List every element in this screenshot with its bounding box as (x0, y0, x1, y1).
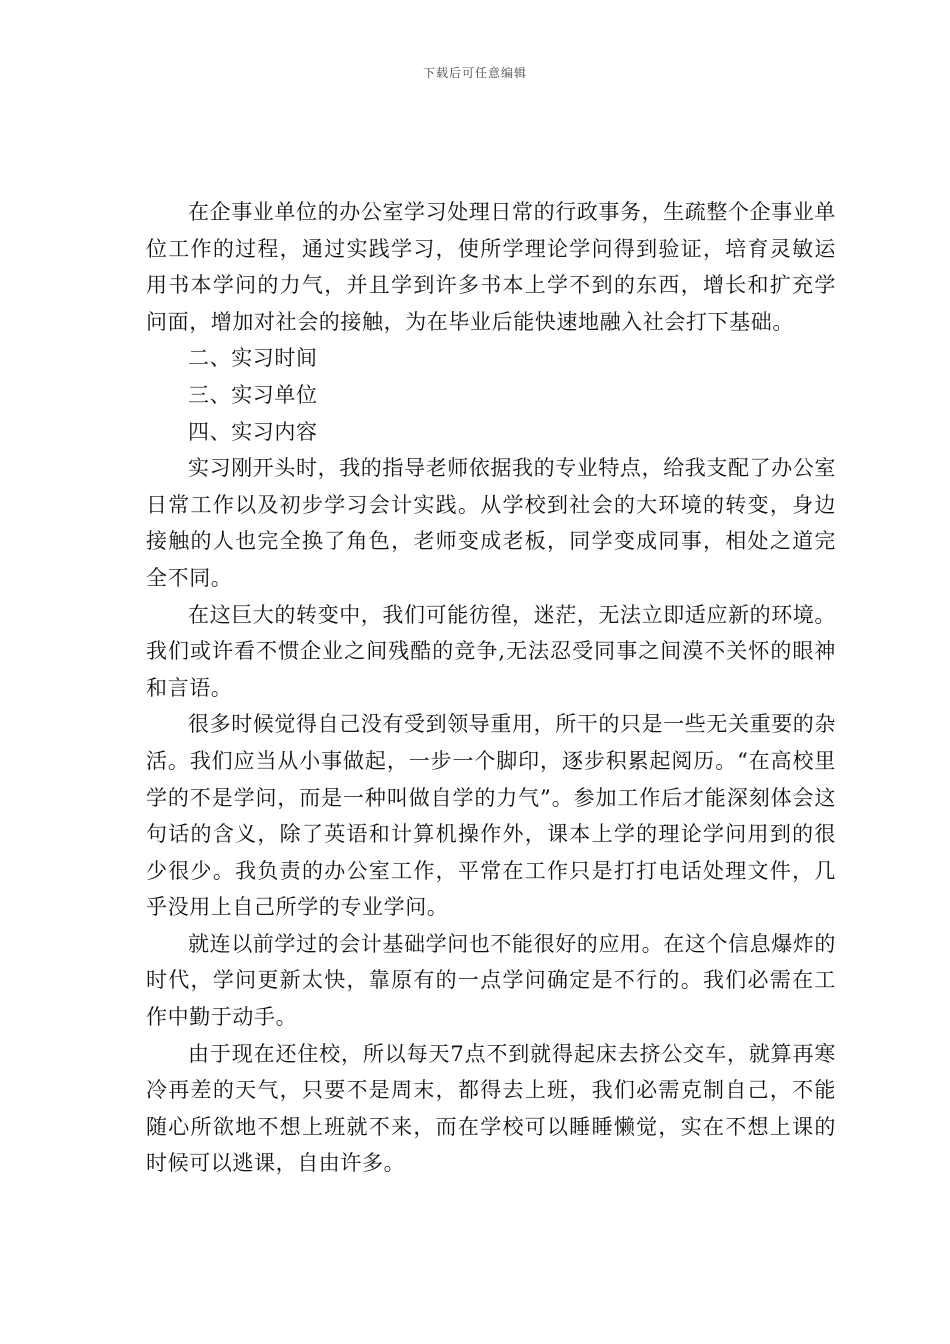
paragraph-knowledge: 就连以前学过的会计基础学问也不能很好的应用。在这个信息爆炸的时代，学问更新太快，靠原有的一点学问确定是不行的。我们必需在工作中勤于动手。 (146, 931, 836, 1030)
paragraph-intro: 在企事业单位的办公室学习处理日常的行政事务，生疏整个企事业单位工作的过程，通过实践学习，使所学理论学问得到验证，培育灵敏运用书本学问的力气，并且学到许多书本上学不到的东西，增长和扩充学问面，增加对社会的接触，为在毕业后能快速地融入社会打下基础。 (146, 200, 836, 334)
heading-internship-unit: 三、实习单位 (188, 382, 318, 407)
heading-internship-content: 四、实习内容 (188, 419, 318, 444)
page-header: 下载后可任意编辑 (422, 66, 527, 80)
paragraph-change: 在这巨大的转变中，我们可能彷徨，迷茫，无法立即适应新的环境。我们或许看不惯企业之间残酷的竞争,无法忍受同事之间漠不关怀的眼神和言语。 (146, 602, 836, 700)
document-body (146, 194, 836, 1182)
heading-internship-time: 二、实习时间 (188, 346, 318, 371)
paragraph-commute: 由于现在还住校，所以每天7点不到就得起床去挤公交车，就算再寒冷再差的天气，只要不是周末，都得去上班，我们必需克制自己，不能随心所欲地不想上班就不来，而在学校可以睡睡懒觉，实在不想上课的时候可以逃课，自由许多。 (146, 1041, 836, 1176)
paragraph-small-tasks: 很多时候觉得自己没有受到领导重用，所干的只是一些无关重要的杂活。我们应当从小事做起，一步一个脚印，逐步积累起阅历。“在高校里学的不是学问，而是一种叫做自学的力气”。参加工作后才能深刻体会这句话的含义，除了英语和计算机操作外，课本上学的理论学问用到的很少很少。我负责的办公室工作，平常在工作只是打打电话处理文件，几乎没用上自己所学的专业学问。 (146, 712, 836, 920)
paragraph-start: 实习刚开头时，我的指导老师依据我的专业特点，给我支配了办公室日常工作以及初步学习会计实践。从学校到社会的大环境的转变，身边接触的人也完全换了角色，老师变成老板，同学变成同事，相处之道完全不同。 (146, 456, 836, 590)
